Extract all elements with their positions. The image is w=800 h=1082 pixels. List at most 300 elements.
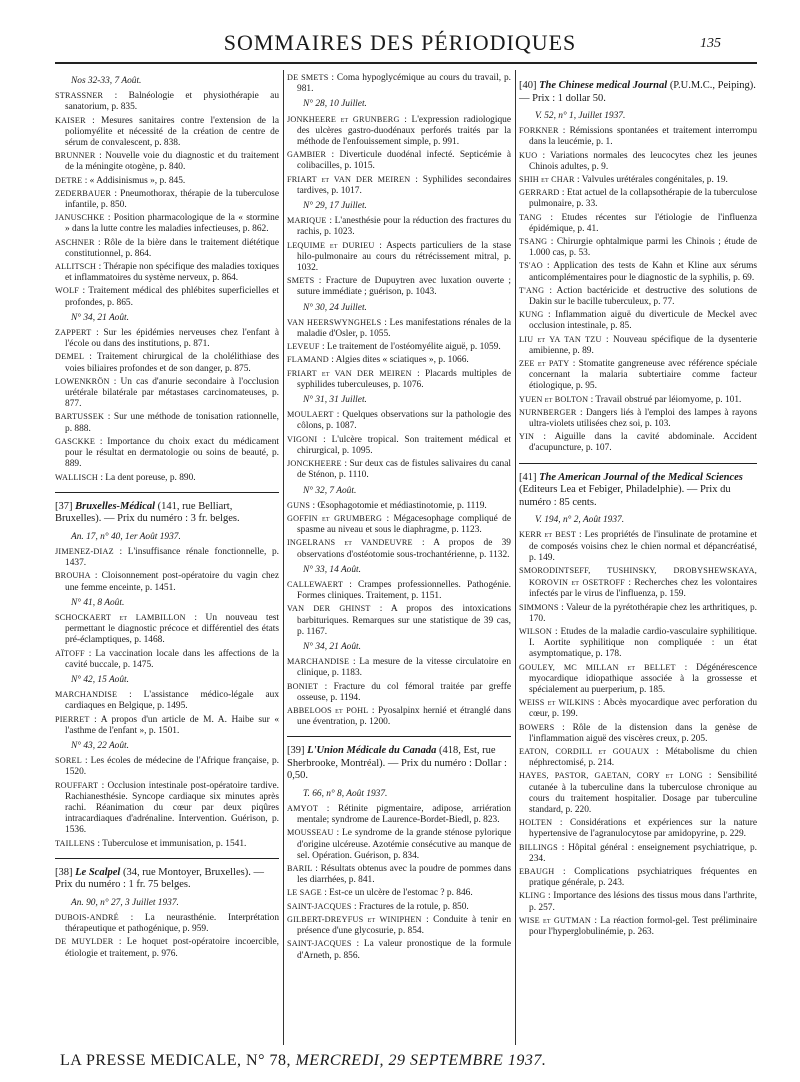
article-authors: SCHOCKAERT et LAMBILLON	[55, 612, 186, 622]
article-authors: ABBELOOS et POHL	[287, 705, 369, 715]
article-authors: TAILLENS	[55, 838, 96, 848]
journal-number: [41]	[519, 471, 540, 483]
article-authors: WOLF	[55, 286, 79, 296]
journal-name: The Chinese medical Journal	[539, 80, 668, 91]
article-entry	[55, 212, 279, 235]
article-title: : Les écoles de médecine de l'Afrique française, p. 1520.	[65, 756, 279, 778]
article-title: : A propos d'un article de M. A. Haibe sur « l'asthme de l'enfant », p. 1501.	[65, 714, 280, 736]
article-authors: ZEDERBAUER	[55, 188, 112, 198]
article-authors: WEISS et WILKINS	[519, 698, 595, 708]
article-entry	[519, 565, 757, 601]
article-authors: EBAUGH	[519, 867, 555, 877]
article-title: : Aspects particuliers de la stase hilo-pulmonaire au cours du rétrécissement mitral, p. 1032.	[297, 240, 512, 274]
journal-details: (P.U.M.C., Peiping). — Prix : 1 dollar 50.	[519, 80, 756, 104]
article-entry	[55, 570, 279, 593]
article-authors: VIGONI	[287, 434, 318, 444]
article-title: : Traitement médical des phlébites superficielles et profondes, p. 865.	[65, 286, 279, 308]
article-authors: SIMMONS	[519, 602, 559, 612]
article-authors: MOUSSEAU	[287, 828, 334, 838]
article-authors: BONIET	[287, 681, 319, 691]
article-title: : Traitement chirurgical de la cholélithiase des voies biliaires profondes et de son danger, p. 875.	[65, 352, 280, 374]
article-title: : Les manifestations rénales de la maladie d'Osler, p. 1055.	[297, 317, 511, 340]
article-title: : Les propriétés de l'insulinate de protamine et de composés voisins chez le chien normal et dépancréatisé, p. 149.	[529, 530, 757, 563]
article-entry	[519, 722, 757, 745]
article-entry	[287, 114, 511, 149]
article-authors: CALLEWAERT	[287, 579, 344, 589]
article-title: : Valeur de la pyrétothérapie chez les arthritiques, p. 170.	[529, 602, 757, 624]
page-number: 135	[700, 36, 721, 51]
article-authors: SMETS	[287, 276, 315, 286]
article-authors: GOULEY, MC MILLAN et BELLET	[519, 662, 676, 672]
article-entry	[55, 436, 279, 471]
article-entry	[287, 354, 511, 366]
article-authors: GILBERT-DREYFUS et WINIPHEN	[287, 914, 422, 924]
article-authors: FLAMAND	[287, 355, 329, 365]
issue-heading: N° 41, 8 Août.	[71, 597, 125, 608]
article-entry	[287, 887, 511, 899]
article-title: : La vaccination locale dans les affections de la cavité buccale, p. 1475.	[65, 648, 280, 670]
article-entry	[519, 212, 757, 235]
article-title: : Dangers liés à l'emploi des lampes à rayons ultra-violets utilisées chez soi, p. 103.	[529, 407, 757, 430]
article-entry	[519, 334, 757, 357]
entry-list	[55, 689, 279, 737]
article-title: : Le syndrome de la grande sténose pylorique d'origine ulcéreuse. Azotémie consécutive au manque de sel. Opération. Guérison, p. 834.	[297, 828, 511, 861]
article-authors: TS'AO	[519, 261, 543, 271]
article-authors: HOLTEN	[519, 818, 553, 828]
section-rule	[55, 858, 279, 859]
column-divider	[515, 70, 516, 1045]
issue-heading: T. 66, n° 8, Août 1937.	[303, 788, 388, 799]
article-title: : Dégénérescence myocardique idiopathique associée à la grossesse et spécialement au puerperium, p. 185.	[529, 662, 758, 696]
entry-list	[287, 317, 511, 391]
article-authors: LEQUIME et DURIEU	[287, 240, 375, 250]
journal-heading	[55, 867, 279, 892]
article-authors: YUEN et BOLTON	[519, 394, 589, 404]
article-authors: LOWENKRÖN	[55, 376, 110, 386]
article-entry	[55, 472, 279, 484]
entry-list	[287, 409, 511, 481]
article-title: : Application des tests de Kahn et Kline aux sérums anticomplémentaires pour le diagnostic de la syphilis, p. 69.	[529, 261, 758, 283]
article-authors: PIERRET	[55, 714, 90, 724]
article-authors: ZAPPERT	[55, 328, 92, 338]
article-title: : Inflammation aiguë du diverticule de Meckel avec occlusion intestinale, p. 85.	[529, 310, 758, 332]
article-entry	[287, 409, 511, 432]
article-title: : Nouveau spécifique de la dysenterie amibienne, p. 89.	[529, 334, 757, 356]
article-authors: MARCHANDISE	[287, 657, 350, 667]
journal-heading	[519, 80, 757, 105]
article-title: : Coma hypoglycémique au cours du travail, p. 981.	[297, 73, 512, 95]
article-entry	[287, 215, 511, 238]
article-title: : L'ulcère tropical. Son traitement médical et chirurgical, p. 1095.	[297, 434, 511, 456]
article-authors: KUNG	[519, 310, 544, 320]
article-authors: LEVEUF	[287, 342, 320, 352]
article-entry	[55, 780, 279, 837]
article-authors: WILSON	[519, 627, 553, 637]
entry-list	[287, 500, 511, 561]
journal-name: Bruxelles-Médical	[75, 500, 156, 512]
article-authors: DE SMETS	[287, 73, 329, 82]
header-rule	[55, 62, 757, 64]
article-title: : Fracture du col fémoral traitée par greffe osseuse, p. 1194.	[297, 681, 511, 703]
article-title: : La mesure de la vitesse circulatoire en clinique, p. 1183.	[297, 657, 512, 679]
article-entry	[519, 309, 757, 332]
issue-heading: Nos 32-33, 7 Août.	[71, 76, 142, 86]
article-entry	[287, 149, 511, 172]
journal-number: [39]	[287, 745, 308, 757]
article-entry	[55, 351, 279, 374]
article-authors: AMYOT	[287, 804, 319, 814]
journal-details: (141, rue Belliart, Bruxelles). — Prix du numéro : 3 fr. belges.	[55, 500, 240, 525]
article-title: : Crampes professionnelles. Pathogénie. Formes cliniques. Traitement, p. 1151.	[297, 579, 512, 602]
issue-heading: An. 17, n° 40, 1er Août 1937.	[71, 531, 181, 542]
article-entry	[519, 866, 757, 889]
article-entry	[55, 327, 279, 350]
entry-list	[287, 215, 511, 298]
article-title: : Sur deux cas de fistules salivaires du canal de Sténon, p. 1110.	[297, 459, 511, 481]
article-entry	[287, 827, 511, 862]
article-authors: LIU et YA TAN TZU	[519, 334, 602, 344]
article-title: : Position pharmacologique de la « stormine » dans la lutte contre les maladies infectieuses, p. 862.	[65, 213, 280, 235]
article-entry	[287, 434, 511, 457]
article-title: : Balnéologie et physiothérapie au sanatorium, p. 835.	[65, 91, 280, 113]
article-entry	[519, 407, 757, 430]
article-authors: KAISER	[55, 115, 86, 125]
article-authors: WISE et GUTMAN	[519, 915, 592, 925]
article-entry	[287, 914, 511, 937]
article-title: : Tuberculose et immunisation, p. 1541.	[97, 838, 247, 849]
article-entry	[55, 285, 279, 308]
article-authors: T'ANG	[519, 285, 545, 295]
entry-list	[519, 529, 757, 938]
issue-heading: N° 29, 17 Juillet.	[303, 201, 367, 212]
article-title: : La valeur pronostique de la formule d'Arneth, p. 856.	[297, 939, 511, 961]
article-entry	[55, 838, 279, 850]
journal-heading	[55, 501, 279, 526]
section-rule	[287, 736, 511, 737]
entry-list	[55, 327, 279, 484]
page-title: SOMMAIRES DES PÉRIODIQUES	[223, 30, 577, 55]
article-title: : Etudes de la maladie cardio-vasculaire syphilitique. I. Aortite syphilitique non compliquée : un état asymptomatique, p. 178.	[529, 627, 757, 660]
article-entry	[287, 341, 511, 353]
article-title: : « Addisinismus », p. 845.	[84, 175, 186, 186]
article-title: : Métabolisme du chien néphrectomisé, p. 214.	[529, 747, 758, 769]
article-authors: LE SAGE	[287, 888, 322, 898]
journal-heading	[287, 745, 511, 783]
article-entry	[55, 115, 279, 150]
article-title: : Syphilides secondaires tardives, p. 1017.	[297, 174, 511, 196]
article-entry	[519, 697, 757, 720]
article-entry	[287, 72, 511, 95]
article-entry	[519, 236, 757, 259]
article-entry	[55, 188, 279, 211]
article-title: : Œsophagotomie et médiastinotomie, p. 1119.	[312, 500, 487, 511]
article-entry	[55, 175, 279, 187]
entry-list	[287, 656, 511, 728]
article-title: : Placards multiples de syphilides tuberculeuses, p. 1076.	[297, 368, 512, 390]
article-entry	[287, 368, 511, 391]
article-title: : Action bactéricide et destructive des solutions de Dakin sur le bacille tuberculeux, p. 77.	[529, 285, 757, 308]
article-entry	[519, 285, 757, 308]
entry-list	[55, 90, 279, 309]
article-authors: BILLINGS	[519, 842, 558, 852]
article-authors: STRASSNER	[55, 91, 104, 101]
article-authors: BRUNNER	[55, 151, 96, 161]
entry-list	[55, 546, 279, 594]
article-title: : Chirurgie ophtalmique parmi les Chinois ; étude de 1.000 cas, p. 53.	[529, 237, 757, 259]
article-authors: BARIL	[287, 864, 313, 874]
article-entry	[287, 681, 511, 704]
article-authors: ALLITSCH	[55, 262, 97, 272]
article-entry	[55, 261, 279, 284]
article-title: : Résultats obtenus avec la poudre de pommes dans les diarrhées, p. 841.	[297, 864, 512, 886]
article-entry	[287, 656, 511, 679]
article-entry	[287, 458, 511, 481]
article-entry	[287, 803, 511, 826]
article-authors: DETRE	[55, 175, 83, 185]
article-title: : Etudes récentes sur l'étiologie de l'influenza épidémique, p. 41.	[529, 212, 757, 234]
journal-number: [40]	[519, 80, 540, 91]
article-authors: FRIART et VAN DER MEIREN	[287, 368, 412, 378]
article-authors: EATON, CORDILL et GOUAUX	[519, 747, 650, 757]
article-authors: MARIQUE	[287, 216, 327, 226]
article-title: : Recherches chez les volontaires infectés par le virus de l'influenza, p. 159.	[529, 578, 757, 600]
article-authors: GUNS	[287, 500, 311, 510]
article-title: : Pneumothorax, thérapie de la tuberculose infantile, p. 850.	[65, 188, 279, 211]
article-entry	[519, 915, 757, 938]
article-title: : Nouvelle voie du diagnostic et du traitement de la méningite otogène, p. 840.	[65, 151, 280, 173]
footer-journal: LA PRESSE MEDICALE, N° 78,	[60, 1052, 296, 1069]
article-title: : Le traitement de l'ostéomyélite aiguë, p. 1059.	[321, 342, 501, 353]
article-title: : Fractures de la rotule, p. 850.	[353, 901, 469, 912]
article-entry	[287, 705, 511, 728]
article-title: : Complications psychiatriques fréquentes en pratique générale, p. 243.	[529, 867, 757, 889]
article-authors: WALLISCH	[55, 472, 98, 482]
article-title: : Rétinite pigmentaire, adipose, arriération mentale; syndrome de Laurence-Bordet-Biedl, p. 823.	[297, 804, 511, 826]
article-authors: INGELRANS et VANDEUVRE	[287, 538, 413, 548]
article-authors: JONKHEERE et GRUNBERG	[287, 114, 400, 124]
article-entry	[287, 174, 511, 197]
article-title: : Mégacesophage compliqué de spasme au niveau et sous le diaphragme, p. 1123.	[297, 513, 512, 536]
article-title: : Un nouveau test permettant le diagnostic précoce et différentiel des états pré-éclamptiques, p. 1468.	[65, 612, 279, 646]
article-title: : Rémissions spontanées et traitement interrompu dans la leucémie, p. 1.	[529, 126, 758, 148]
article-authors: SMORODINTSEFF, TUSHINSKY, DROBYSHEWSKAYA, KOROVIN et OSETROFF	[519, 566, 757, 588]
issue-heading: N° 42, 15 Août.	[71, 674, 130, 685]
issue-heading: N° 34, 21 Août.	[303, 641, 362, 652]
article-entry	[519, 260, 757, 283]
article-title: : Quelques observations sur la pathologie des côlons, p. 1087.	[297, 410, 512, 432]
article-authors: AÏTOFF	[55, 648, 85, 658]
article-title: : Occlusion intestinale post-opératoire tardive. Rachianesthésie. Syncope cardiaque six minutes après rachi. Réanimation du cœur par deux piqûres intracardiaques d'adrénaline. Intervention. Guérison, p. 1536.	[65, 780, 279, 836]
footer-date: MERCREDI, 29 SEPTEMBRE 1937.	[295, 1052, 547, 1069]
journal-name: The American Journal of the Medical Sciences	[539, 471, 743, 483]
article-title: : L'expression radiologique des ulcères gastro-duodénaux perforés traités par la méthode de l'enfouissement simple, p. 991.	[297, 114, 512, 148]
article-entry	[287, 240, 511, 275]
article-entry	[519, 150, 757, 173]
article-title: : Etat actuel de la collapsothérapie de la tuberculose pulmonaire, p. 33.	[529, 188, 757, 210]
article-title: : Le hoquet post-opératoire incoercible, étiologie et traitement, p. 976.	[65, 937, 279, 959]
issue-heading: N° 32, 7 Août.	[303, 485, 357, 496]
article-authors: SHIH et CHAR	[519, 175, 575, 185]
journal-number: [37]	[55, 500, 76, 512]
article-entry	[519, 187, 757, 210]
article-title: : A propos de 39 observations d'ostéotomie sous-trochantérienne, p. 1132.	[297, 538, 511, 560]
article-entry	[55, 237, 279, 260]
article-entry	[519, 890, 757, 913]
article-entry	[55, 150, 279, 173]
article-title: : Abcès myocardique avec perforation du cœur, p. 199.	[529, 698, 758, 720]
article-title: : Sensibilité cutanée à la tuberculine dans la tuberculose chronique au cours du traitement hospitalier. Dosage par tuberculine standard, p. 220.	[529, 771, 758, 816]
article-authors: SAINT-JACQUES	[287, 901, 352, 911]
article-entry	[55, 90, 279, 113]
journal-heading	[519, 472, 757, 510]
article-title: : Rôle de la bière dans le traitement diététique constitutionnel, p. 864.	[65, 237, 279, 259]
article-entry	[519, 662, 757, 697]
article-title: : Travail obstrué par léiomyome, p. 101.	[590, 394, 742, 405]
journal-details: (34, rue Montoyer, Bruxelles). — Prix du numéro : 1 fr. 75 belges.	[55, 866, 264, 891]
article-entry	[287, 500, 511, 512]
article-title: : Thérapie non spécifique des maladies toxiques et inflammatoires du système nerveux, p. 864.	[65, 262, 280, 284]
article-authors: DUBOIS-ANDRÉ	[55, 912, 119, 922]
entry-list	[287, 579, 511, 638]
article-authors: YIN	[519, 432, 535, 442]
article-title: : Valvules urétérales congénitales, p. 19.	[577, 175, 728, 186]
article-entry	[55, 411, 279, 434]
article-authors: KLING	[519, 891, 546, 901]
article-authors: KERR et BEST	[519, 530, 577, 540]
article-entry	[519, 174, 757, 186]
article-authors: DE MUYLDER	[55, 937, 114, 947]
article-authors: FORKNER	[519, 126, 559, 136]
article-entry	[55, 648, 279, 671]
article-authors: TANG	[519, 212, 542, 222]
article-title: : Fracture de Dupuytren avec luxation ouverte ; suture immédiate ; guérison, p. 1043.	[297, 276, 511, 298]
article-authors: JIMENEZ-DIAZ	[55, 546, 114, 556]
page-footer	[60, 1052, 760, 1070]
column-right	[519, 72, 757, 939]
article-authors: MOULAERT	[287, 410, 334, 420]
article-entry	[519, 358, 757, 393]
article-entry	[287, 317, 511, 340]
journal-name: Le Scalpel	[75, 866, 121, 878]
article-entry	[55, 912, 279, 935]
entry-list	[287, 803, 511, 962]
article-authors: HAYES, PASTOR, GAETAN, CORY et LONG	[519, 771, 703, 781]
article-authors: BROUHA	[55, 571, 91, 581]
article-entry	[55, 546, 279, 569]
section-rule	[519, 463, 757, 464]
article-authors: ASCHNER	[55, 237, 95, 247]
article-authors: JANUSCHKE	[55, 213, 105, 223]
article-title: : L'insuffisance rénale fonctionnelle, p. 1437.	[65, 546, 279, 569]
issue-heading: N° 31, 31 Juillet.	[303, 395, 367, 406]
article-entry	[287, 579, 511, 602]
article-authors: GASCKKE	[55, 436, 96, 446]
article-authors: ROUFFART	[55, 780, 99, 790]
article-entry	[55, 689, 279, 712]
article-entry	[55, 936, 279, 959]
article-title: : Algies dites « sciatiques », p. 1066.	[331, 355, 469, 366]
entry-list	[55, 755, 279, 850]
entry-list	[55, 612, 279, 671]
entry-list	[287, 114, 511, 197]
article-authors: BOWERS	[519, 722, 555, 732]
article-entry	[287, 537, 511, 560]
article-authors: BARTUSSEK	[55, 412, 105, 422]
journal-number: [38]	[55, 866, 76, 878]
entry-list	[519, 125, 757, 454]
issue-heading: N° 33, 14 Août.	[303, 564, 362, 575]
article-title: : Rôle de la distension dans la genèse de l'inflammation aiguë des viscères creux, p. 205.	[529, 722, 757, 744]
article-entry	[287, 513, 511, 536]
article-entry	[55, 714, 279, 737]
column-divider	[283, 70, 284, 1045]
issue-heading: N° 34, 21 Août.	[71, 312, 130, 323]
article-entry	[519, 529, 757, 564]
article-entry	[519, 842, 757, 865]
journal-details: (Editeurs Lea et Febiger, Philadelphie). — Prix du numéro : 85 cents.	[519, 484, 731, 508]
column-middle	[287, 72, 511, 963]
article-title: : Aiguille dans la cavité abdominale. Accident d'acupuncture, p. 107.	[529, 432, 757, 454]
article-entry	[287, 275, 511, 298]
article-entry	[519, 770, 757, 816]
article-authors: GAMBIER	[287, 150, 327, 160]
article-title: : Un cas d'anurie secondaire à l'occlusion urétérale bilatérale par métastases carcinomateuses, p. 877.	[65, 376, 279, 410]
article-authors: GERRARD	[519, 188, 560, 198]
article-title: : Sur une méthode de tonisation rationnelle, p. 888.	[65, 412, 280, 434]
article-authors: DEMEL	[55, 352, 85, 362]
article-title: : Sur les épidémies nerveuses chez l'enfant à l'école ou dans des institutions, p. 871.	[65, 328, 279, 350]
issue-heading: V. 52, n° 1, Juillet 1937.	[535, 111, 626, 121]
journal-name: L'Union Médicale du Canada	[307, 745, 437, 757]
article-title: : Mesures sanitaires contre l'extension de la poliomyélite et nécessité de la création de centre de sérum de convalescent, p. 838.	[65, 115, 279, 149]
article-title: : Pyosalpinx hernié et étranglé dans une éventration, p. 1200.	[297, 705, 511, 728]
article-title: : Cloisonnement post-opératoire du vagin chez une femme enceinte, p. 1451.	[65, 571, 280, 593]
article-authors: KUO	[519, 150, 538, 160]
article-entry	[55, 376, 279, 411]
article-authors: ZEE et PATY	[519, 359, 570, 369]
article-authors: GOFFIN et GRUMBERG	[287, 513, 383, 523]
article-title: : La réaction formol-gel. Test préliminaire pour l'hyperglobulinémie, p. 263.	[529, 915, 758, 938]
article-entry	[519, 626, 757, 661]
journal-details: (418, Est, rue Sherbrooke, Montréal). — Prix du numéro : Dollar : 0,50.	[287, 745, 507, 782]
article-entry	[519, 746, 757, 769]
article-authors: NURNBERGER	[519, 407, 577, 417]
article-entry	[519, 817, 757, 840]
issue-heading: An. 90, n° 27, 3 Juillet 1937.	[71, 897, 179, 908]
article-entry	[287, 938, 511, 961]
article-title: : Diverticule duodénal infecté. Septicémie à colibacilles, p. 1015.	[297, 150, 511, 172]
article-entry	[287, 863, 511, 886]
article-entry	[519, 125, 757, 148]
issue-heading: N° 28, 10 Juillet.	[303, 99, 367, 110]
article-authors: VAN DER GHINST	[287, 604, 371, 614]
article-authors: MARCHANDISE	[55, 690, 118, 700]
article-authors: SOREL	[55, 756, 82, 766]
entry-list	[287, 72, 511, 95]
entry-list	[55, 912, 279, 960]
article-title: : L'anesthésie pour la réduction des fractures du rachis, p. 1023.	[297, 216, 512, 238]
article-authors: TSANG	[519, 237, 548, 247]
article-entry	[55, 755, 279, 778]
article-title: : Conduite à tenir en présence d'une glycosurie, p. 854.	[297, 914, 512, 937]
article-entry	[519, 602, 757, 625]
article-title: : Stomatite gangreneuse avec référence spéciale concernant la malaria subtertiaire comme facteur étiologique, p. 95.	[529, 359, 757, 392]
issue-heading: V. 194, n° 2, Août 1937.	[535, 515, 625, 526]
article-title: : La neurasthénie. Interprétation thérapeutique et pathogénique, p. 959.	[65, 912, 280, 935]
article-title: : Variations normales des leucocytes chez les jeunes Chinois adultes, p. 9.	[529, 150, 757, 172]
article-authors: SAINT-JACQUES	[287, 939, 352, 949]
column-left	[55, 72, 279, 961]
